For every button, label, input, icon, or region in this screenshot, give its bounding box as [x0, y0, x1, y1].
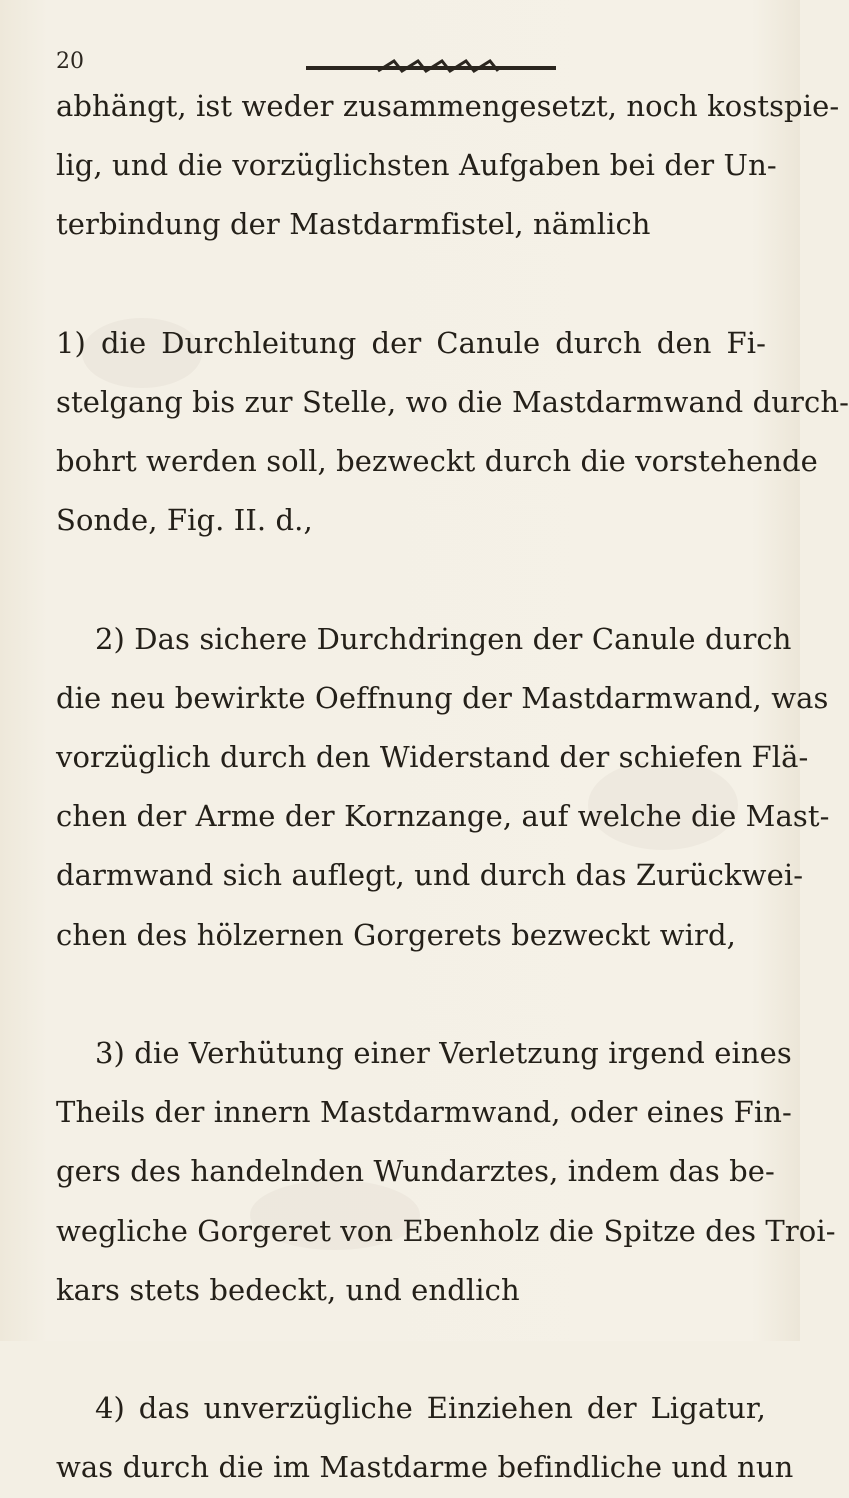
text-line: 1) die Durchleitung der Canule durch den Fi-: [56, 325, 766, 360]
text-line: vorzüglich durch den Widerstand der schiefen Flä-: [56, 740, 809, 775]
paragraph-gap: [56, 255, 766, 314]
text-line: stelgang bis zur Stelle, wo die Mastdarmwand durch-: [56, 384, 849, 419]
text-line: Sonde, Fig. II. d.,: [56, 503, 313, 538]
paragraph-gap: [56, 551, 766, 610]
text-line: was durch die im Mastdarme befindliche und nun: [56, 1450, 794, 1485]
text-line: abhängt, ist weder zusammengesetzt, noch kostspie-: [56, 89, 840, 123]
text-line: chen der Arme der Kornzange, auf welche die Mast-: [56, 799, 830, 834]
text-line: 2) Das sichere Durchdringen der Canule durch: [95, 621, 792, 656]
text-line: lig, und die vorzüglichsten Aufgaben bei der Un-: [56, 148, 777, 183]
text-line: darmwand sich auflegt, und durch das Zurückwei-: [56, 858, 804, 893]
main-text: [56, 77, 849, 1498]
text-line: chen des hölzernen Gorgerets bezweckt wird,: [56, 917, 736, 952]
text-line: Theils der innern Mastdarmwand, oder eines Fin-: [56, 1095, 792, 1130]
text-line: terbindung der Mastdarmfistel, nämlich: [56, 207, 651, 242]
text-line: wegliche Gorgeret von Ebenholz die Spitze des Troi-: [56, 1213, 836, 1248]
paragraph-gap: [56, 965, 766, 1024]
text-line: die neu bewirkte Oeffnung der Mastdarmwand, was: [56, 680, 829, 715]
text-line: bohrt werden soll, bezweckt durch die vorstehende: [56, 444, 818, 479]
page-number: 20: [56, 49, 84, 74]
text-line: gers des handelnden Wundarztes, indem das be-: [56, 1154, 775, 1189]
header-ornament: [306, 58, 556, 74]
paragraph-gap: [56, 1320, 766, 1379]
text-line: 3) die Verhütung einer Verletzung irgend eines: [95, 1036, 792, 1070]
text-line: kars stets bedeckt, und endlich: [56, 1272, 520, 1307]
text-line: 4) das unverzügliche Einziehen der Ligatur,: [95, 1391, 766, 1426]
